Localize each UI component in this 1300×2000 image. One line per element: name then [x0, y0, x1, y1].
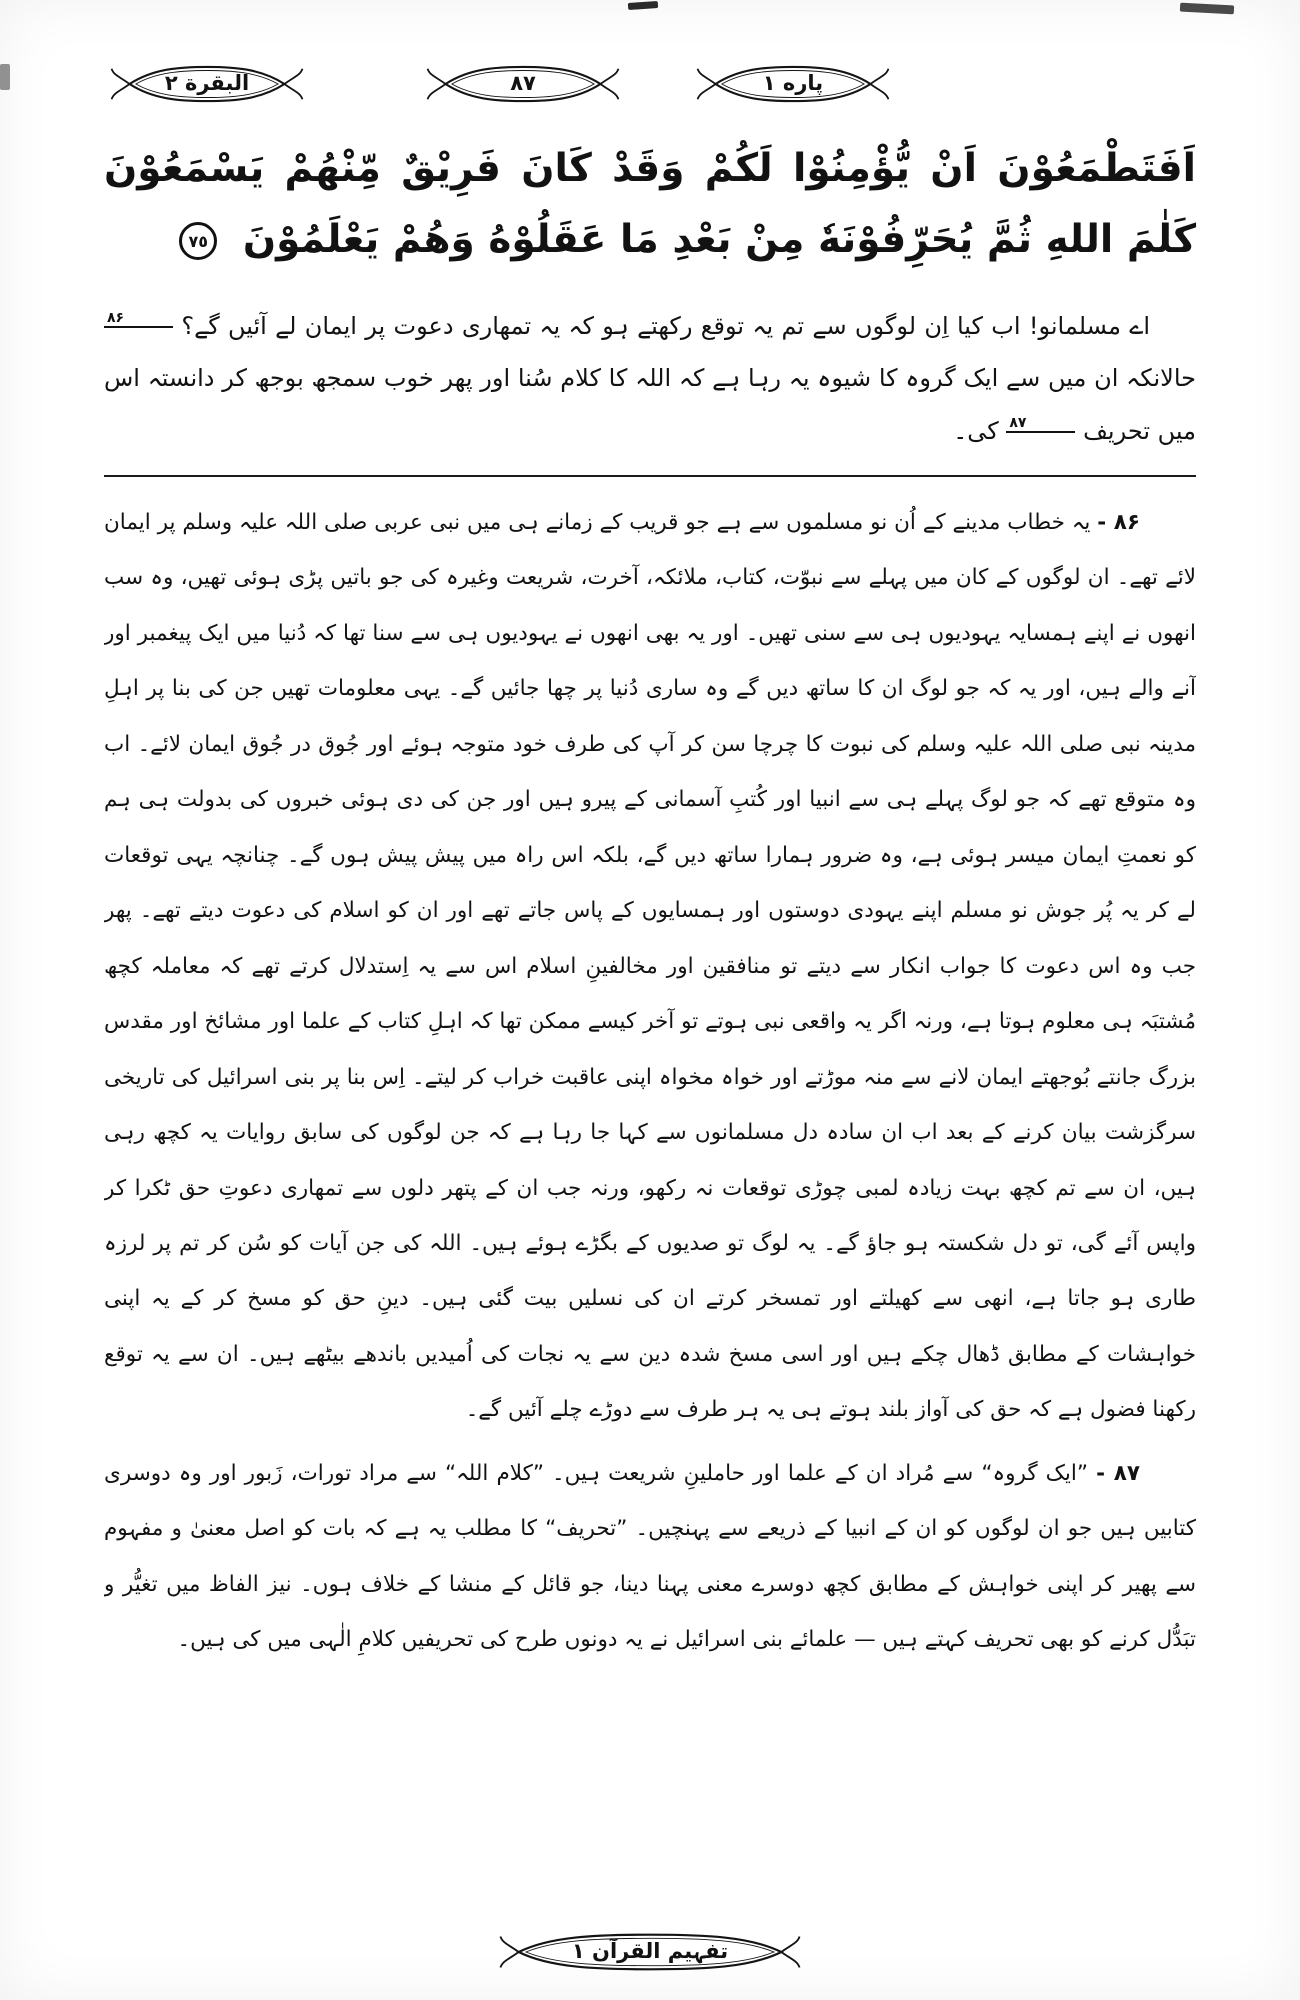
- footnote-87-text: ”ایک گروہ“ سے مُراد ان کے علما اور حاملینِ شریعت ہیں۔ ”کلام اللہ“ سے مراد تورات، زَبور اور وہ دوسری کتابیں ہیں جو ان لوگوں کو ان کے انبیا کے ذریعے سے پہنچیں۔ ”تحریف“ کا مطلب یہ ہے کہ بات کو اصل معنیٰ و مفہوم سے پھیر کر اپنی خواہش کے مطابق کچھ دوسرے معنی پہنا دینا، جو قائل کے منشا کے خلاف ہوں۔ نیز الفاظ میں تغیُّر و تبَدُّل کرنے کو بھی تحریف کہتے ہیں — علمائے بنی اسرائیل نے یہ دونوں طرح کی تحریفیں کلامِ الٰہی میں کی ہیں۔: [104, 1460, 1196, 1653]
- scan-artifact: [628, 1, 658, 10]
- header-juz-label: پاره ١: [762, 71, 824, 95]
- header-juz-cartouche: [694, 58, 892, 110]
- header-surah-cartouche: [108, 58, 306, 110]
- translation-text-part1: اے مسلمانو! اب کیا اِن لوگوں سے تم یہ توقع رکھتے ہو کہ یہ تمھاری دعوت پر ایمان لے آئیں گے؟: [181, 311, 1150, 340]
- header-page-number-cartouche: [424, 58, 622, 110]
- footer-book-title: تفہیم القرآن ١: [571, 1939, 729, 1963]
- urdu-translation-block: [104, 300, 1196, 457]
- footnote-86: [104, 495, 1196, 1438]
- footnote-87-marker: ۸۷ -: [1096, 1460, 1140, 1486]
- footnote-86-text: یہ خطاب مدینے کے اُن نو مسلموں سے ہے جو قریب کے زمانے ہی میں نبی عربی صلی اللہ علیہ وسلم پر ایمان لائے تھے۔ ان لوگوں کے کان میں پہلے سے نبوّت، کتاب، ملائکہ، آخرت، شریعت وغیرہ کی جو باتیں پڑی ہوئی تھیں، وہ سب انھوں نے اپنے ہمسایہ یہودیوں ہی سے سنی تھیں۔ اور یہ بھی انھوں نے یہودیوں ہی سے سنا تھا کہ دُنیا میں ایک پیغمبر اور آنے والے ہیں، اور یہ کہ جو لوگ ان کا ساتھ دیں گے وہ ساری دُنیا پر چھا جائیں گے۔ یہی معلومات تھیں جن کی بنا پر اہلِ مدینہ نبی صلی اللہ علیہ وسلم کی نبوت کا چرچا سن کر آپ کی طرف خود متوجہ ہوئے اور جُوق در جُوق ایمان لائے۔ اب وہ متوقع تھے کہ جو لوگ پہلے ہی سے انبیا اور کُتبِ آسمانی کے پیرو ہیں اور جن کی دی ہوئی خبروں کی بدولت ہی ہم کو نعمتِ ایمان میسر ہوئی ہے، وہ ضرور ہمارا ساتھ دیں گے، بلکہ اس راہ میں پیش پیش ہوں گے۔ چنانچہ یہی توقعات لے کر یہ پُر جوش نو مسلم اپنے یہودی دوستوں اور ہمسایوں کے پاس جاتے تھے اور ان کو اسلام کی دعوت دیتے تھے۔ پھر جب وہ اس دعوت کا جواب انکار سے دیتے تو منافقین اور مخالفینِ اسلام اس سے یہ اِستدلال کرتے تھے کہ معاملہ کچھ مُشتبَہ ہی معلوم ہوتا ہے، ورنہ اگر یہ واقعی نبی ہوتے تو آخر کیسے ممکن تھا کہ اہلِ کتاب کے علما اور مشائخ اور مقدس بزرگ جانتے بُوجھتے ایمان لانے سے منہ موڑتے اور خواہ مخواہ اپنی عاقبت خراب کر لیتے۔ اِس بنا پر بنی اسرائیل کی تاریخی سرگزشت بیان کرنے کے بعد اب ان سادہ دل مسلمانوں سے کہا جا رہا ہے کہ جن لوگوں کی سابق روایات یہ کچھ رہی ہیں، ان سے تم کچھ بہت زیادہ لمبی چوڑی توقعات نہ رکھو، ورنہ جب ان کے پتھر دلوں سے تمھاری دعوتِ حق ٹکرا کر واپس آئے گی، تو دل شکستہ ہو جاؤ گے۔ یہ لوگ تو صدیوں کے بگڑے ہوئے ہیں۔ اللہ کی جن آیات کو سُن کر تم پر لرزہ طاری ہو جاتا ہے، انھی سے کھیلتے اور تمسخر کرتے ان کی نسلیں بیت گئی ہیں۔ دینِ حق کو مسخ کر کے یہ اپنی خواہشات کے مطابق ڈھال چکے ہیں اور اسی مسخ شدہ دین سے یہ نجات کی اُمیدیں باندھے بیٹھے ہیں۔ ان سے یہ توقع رکھنا فضول ہے کہ حق کی آواز بلند ہوتے ہی یہ ہر طرف سے دوڑے چلے آئیں گے۔: [104, 509, 1196, 1423]
- verse-number-ornament: ٧٥: [179, 222, 217, 260]
- footnote-ref-86: ۸۶: [104, 311, 173, 328]
- footer-title-cartouche: [495, 1926, 805, 1978]
- header-page-number: ٨٧: [510, 71, 536, 95]
- footnote-ref-87: ۸۷: [1006, 416, 1075, 433]
- translation-text-part3: کی۔: [953, 416, 999, 445]
- scan-artifact: [0, 64, 10, 90]
- header-surah-label: البقرة ٢: [164, 71, 250, 95]
- section-divider: [104, 475, 1196, 477]
- translation-text-part2: حالانکہ ان میں سے ایک گروہ کا شیوہ یہ رہا ہے کہ اللہ کا کلام سُنا اور پھر خوب سمجھ بوجھ کر دانستہ اس میں تحریف: [104, 364, 1196, 445]
- footnote-87: [104, 1446, 1196, 1668]
- quran-verse-text: اَفَتَطْمَعُوْنَ اَنْ يُّؤْمِنُوْا لَكُمْ وَقَدْ كَانَ فَرِيْقٌ مِّنْهُمْ يَسْمَعُوْنَ كَلٰمَ اللهِ ثُمَّ يُحَرِّفُوْنَهٗ مِنْ بَعْدِ مَا عَقَلُوْهُ وَهُمْ يَعْلَمُوْنَ: [104, 146, 1196, 262]
- commentary-block: [104, 495, 1196, 1916]
- footnote-86-marker: ۸۶ -: [1097, 509, 1140, 535]
- quran-verse-block: [104, 134, 1196, 276]
- page-header: [104, 58, 1196, 114]
- scan-artifact: [1180, 3, 1234, 15]
- page-footer: [104, 1916, 1196, 1982]
